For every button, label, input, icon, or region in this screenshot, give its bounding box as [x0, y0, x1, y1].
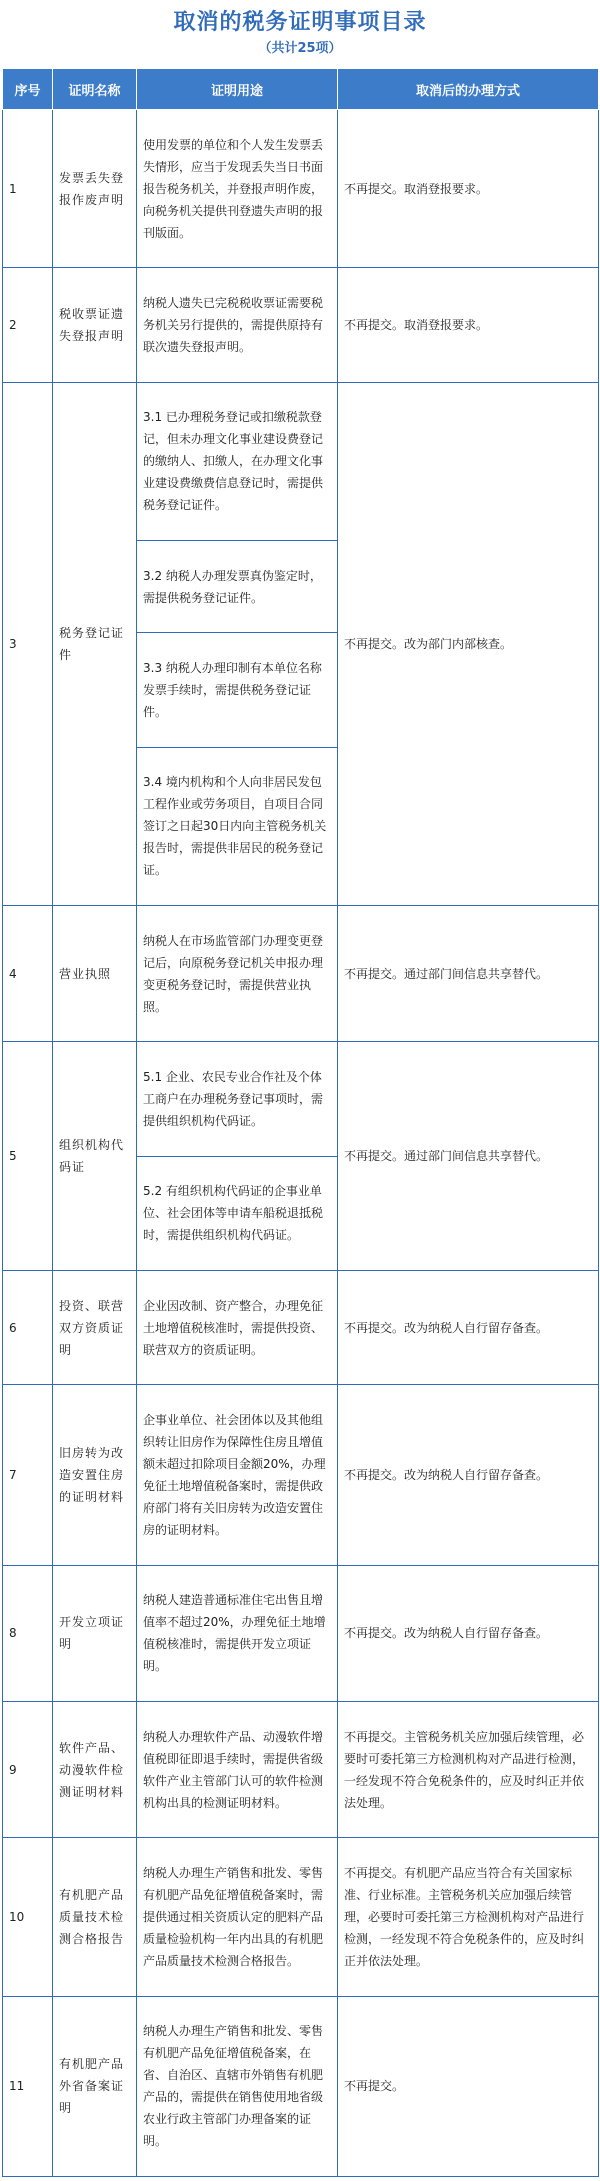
certificate-name: 软件产品、动漫软件检测证明材料: [53, 1701, 137, 1837]
certificate-name: 税务登记证件: [53, 382, 137, 905]
certificate-purpose: 5.2 有组织机构代码证的企事业单位、社会团体等申请车船税退抵税时，需提供组织机构代码证。: [137, 1156, 338, 1270]
row-number: 11: [3, 1996, 53, 2176]
row-number: 6: [3, 1270, 53, 1384]
certificate-name: 营业执照: [53, 905, 137, 1041]
handling-method: 不再提交。通过部门间信息共享替代。: [338, 1042, 599, 1271]
certificate-name: 有机肥产品质量技术检测合格报告: [53, 1838, 137, 1996]
table-header-row: [3, 69, 599, 110]
certificate-purpose: 纳税人在市场监管部门办理变更登记后，向原税务登记机关申报办理变更税务登记时，需提供营业执照。: [137, 905, 338, 1041]
handling-method: 不再提交。取消登报要求。: [338, 268, 599, 382]
table-row: [3, 1838, 599, 1996]
column-header-purpose: 证明用途: [137, 69, 338, 110]
handling-method: 不再提交。改为部门内部核查。: [338, 382, 599, 905]
row-number: 7: [3, 1385, 53, 1565]
column-header-method: 取消后的办理方式: [338, 69, 599, 110]
handling-method: 不再提交。有机肥产品应当符合有关国家标准、行业标准。主管税务机关应加强后续管理，必要时可委托第三方检测机构对产品进行检测，一经发现不符合免税条件的，应及时纠正并依法处理。: [338, 1838, 599, 1996]
row-number: 1: [3, 110, 53, 268]
handling-method: 不再提交。改为纳税人自行留存备查。: [338, 1385, 599, 1565]
certificate-name: 组织机构代码证: [53, 1042, 137, 1271]
certificate-purpose: 3.2 纳税人办理发票真伪鉴定时，需提供税务登记证件。: [137, 540, 338, 632]
table-row: [3, 268, 599, 382]
row-number: 5: [3, 1042, 53, 1271]
document-header: [0, 0, 600, 68]
certificate-purpose: 纳税人遗失已完税税收票证需要税务机关另行提供的，需提供原持有联次遗失登报声明。: [137, 268, 338, 382]
table-row: [3, 382, 599, 540]
table-row: [3, 1270, 599, 1384]
table-row: [3, 1042, 599, 1156]
certificate-purpose: 纳税人办理软件产品、动漫软件增值税即征即退手续时，需提供省级软件产业主管部门认可的软件检测机构出具的检测证明材料。: [137, 1701, 338, 1837]
handling-method: 不再提交。改为纳税人自行留存备查。: [338, 1270, 599, 1384]
row-number: 9: [3, 1701, 53, 1837]
row-number: 8: [3, 1565, 53, 1701]
row-number: 10: [3, 1838, 53, 1996]
table-row: [3, 1996, 599, 2176]
certificate-purpose: 使用发票的单位和个人发生发票丢失情形，应当于发现丢失当日书面报告税务机关，并登报声明作废，向税务机关提供刊登遗失声明的报刊版面。: [137, 110, 338, 268]
handling-method: 不再提交。: [338, 1996, 599, 2176]
document-title: 取消的税务证明事项目录: [173, 10, 427, 35]
certificate-purpose: 企事业单位、社会团体以及其他组织转让旧房作为保障性住房且增值额未超过扣除项目金额20%，办理免征土地增值税备案时，需提供政府部门将有关旧房转为改造安置住房的证明材料。: [137, 1385, 338, 1565]
certificate-name: 发票丢失登报作废声明: [53, 110, 137, 268]
handling-method: 不再提交。通过部门间信息共享替代。: [338, 905, 599, 1041]
handling-method: 不再提交。主管税务机关应加强后续管理，必要时可委托第三方检测机构对产品进行检测，一经发现不符合免税条件的，应及时纠正并依法处理。: [338, 1701, 599, 1837]
column-header-number: 序号: [3, 69, 53, 110]
certificate-table: [2, 68, 599, 2177]
certificate-purpose: 纳税人建造普通标准住宅出售且增值率不超过20%，办理免征土地增值税核准时，需提供开发立项证明。: [137, 1565, 338, 1701]
row-number: 2: [3, 268, 53, 382]
certificate-purpose: 纳税人办理生产销售和批发、零售有机肥产品免征增值税备案时，需提供通过相关资质认定的肥料产品质量检验机构一年内出具的有机肥产品质量技术检测合格报告。: [137, 1838, 338, 1996]
certificate-name: 投资、联营双方资质证明: [53, 1270, 137, 1384]
table-row: [3, 905, 599, 1041]
certificate-name: 开发立项证明: [53, 1565, 137, 1701]
table-body: [3, 110, 599, 2177]
table-row: [3, 110, 599, 268]
certificate-name: 税收票证遗失登报声明: [53, 268, 137, 382]
handling-method: 不再提交。改为纳税人自行留存备查。: [338, 1565, 599, 1701]
table-row: [3, 1565, 599, 1701]
row-number: 3: [3, 382, 53, 905]
table-row: [3, 1385, 599, 1565]
certificate-purpose: 纳税人办理生产销售和批发、零售有机肥产品免征增值税备案，在省、自治区、直辖市外销售有机肥产品的，需提供在销售使用地省级农业行政主管部门办理备案的证明。: [137, 1996, 338, 2176]
certificate-purpose: 企业因改制、资产整合，办理免征土地增值税核准时，需提供投资、联营双方的资质证明。: [137, 1270, 338, 1384]
certificate-purpose: 3.1 已办理税务登记或扣缴税款登记，但未办理文化事业建设费登记的缴纳人、扣缴人，在办理文化事业建设费缴费信息登记时，需提供税务登记证件。: [137, 382, 338, 540]
handling-method: 不再提交。取消登报要求。: [338, 110, 599, 268]
certificate-name: 有机肥产品外省备案证明: [53, 1996, 137, 2176]
certificate-purpose: 3.3 纳税人办理印制有本单位名称发票手续时，需提供税务登记证件。: [137, 633, 338, 747]
certificate-purpose: 3.4 境内机构和个人向非居民发包工程作业或劳务项目，自项目合同签订之日起30日内向主管税务机关报告时，需提供非居民的税务登记证。: [137, 747, 338, 905]
table-row: [3, 1701, 599, 1837]
document-subtitle: （共计25项）: [258, 41, 342, 56]
column-header-name: 证明名称: [53, 69, 137, 110]
certificate-name: 旧房转为改造安置住房的证明材料: [53, 1385, 137, 1565]
certificate-purpose: 5.1 企业、农民专业合作社及个体工商户在办理税务登记事项时，需提供组织机构代码证。: [137, 1042, 338, 1156]
row-number: 4: [3, 905, 53, 1041]
